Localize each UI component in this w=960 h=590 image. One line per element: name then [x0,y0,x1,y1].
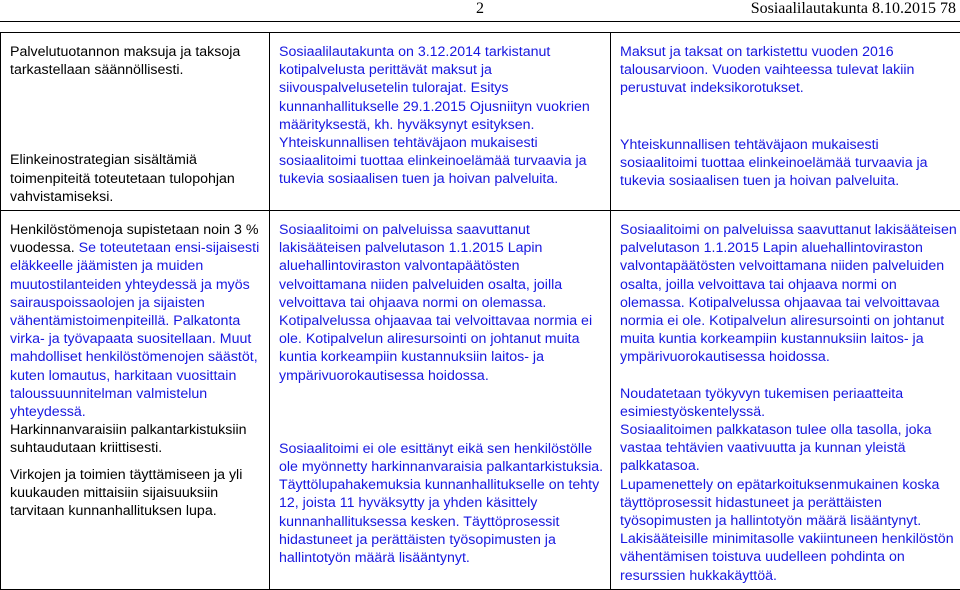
paragraph: Sosiaalitoimi ei ole esittänyt eikä sen henkilöstölle ole myönnetty harkinnanvaraisia palkantarkistuksia. [279,440,604,476]
table-cell-status [270,33,611,211]
budget-table [0,32,960,590]
paragraph-lead: Henkilöstömenoja supistetaan noin 3 % vuodessa. [10,222,258,256]
paragraph: Sosiaalitoimi on palveluissa saavuttanut lakisääteisen palvelutason 1.1.2015 Lapin aluehallintoviraston valvontapäätösten velvoittamana niiden palveluiden osalta, joilla velvoittava tai ohjaava normi on olemassa. Kotipalvelussa ohjaavaa tai velvoittavaa normia ei ole. Kotipalvelun aliresursointi on johtanut muita kuntia korkeampiin kustannuksiin laitos- ja ympärivuorokautisessa hoidossa. [279,221,604,385]
paragraph: Yhteiskunnallisen tehtäväjaon mukaisesti sosiaalitoimi tuottaa elinkeinoelämää turvaavia ja tukevia sosiaalisen tuen ja hoivan palveluita. [620,136,957,191]
page-header [0,0,960,22]
paragraph: Sosiaalitoimi on palveluissa saavuttanut lakisääteisen palvelutason 1.1.2015 Lapin aluehallintoviraston valvontapäätösten velvoittamana niiden palveluiden osalta, joilla velvoittava tai ohjaava normi on olemassa. Kotipalvelussa ohjaavaa tai velvoittavaa normia ei ole. Kotipalvelun aliresursointi on johtanut muita kuntia korkeampiin kustannuksiin laitos- ja ympärivuorokautisessa hoidossa. [620,221,957,367]
table-cell-goal [1,33,270,211]
paragraph-highlight: Se toteutetaan ensi-sijaisesti eläkkeelle jäämisten ja muiden muutostilanteiden yhteydessä ja myös sairauspoissaolojen ja sijaisten vähentämistoimenpiteillä. Palkatonta virka- ja työvapaata suositellaan. Muut mahdolliset henkilöstömenojen säästöt, kuten lomautus, harkitaan vuosittain taloussuunnitelman valmistelun yhteydessä. [10,240,259,420]
paragraph: Sosiaalitoimen palkkatason tulee olla tasolla, joka vastaa tehtävien vaativuutta ja kunnan yleistä palkkatasoa. [620,421,957,476]
paragraph [10,221,263,421]
table-cell-status [270,211,611,590]
paragraph: Yhteiskunnallisen tehtäväjaon mukaisesti sosiaalitoimi tuottaa elinkeinoelämää turvaavia ja tukevia sosiaalisen tuen ja hoivan palveluita. [279,134,604,189]
paragraph: Harkinnanvaraisiin palkantarkistuksiin suhtaudutaan kriittisesti. [10,421,263,457]
header-rule [0,21,960,22]
page-number: 2 [476,0,484,18]
paragraph: Maksut ja taksat on tarkistettu vuoden 2016 talousarvioon. Vuoden vaihteessa tulevat lakiin perustuvat indeksikorotukset. [620,43,957,98]
table-row [1,211,960,590]
table-cell-assessment [611,211,960,590]
paragraph: Noudatetaan työkyvyn tukemisen periaatteita esimiestyöskentelyssä. [620,385,957,421]
paragraph: Virkojen ja toimien täyttämiseen ja yli kuukauden mittaisiin sijaisuuksiin tarvitaan kunnanhallituksen lupa. [10,466,263,521]
paragraph: Lupamenettely on epätarkoituksenmukainen koska täyttöprosessit hidastuneet ja perättäisten työsopimusten ja hallintotyön määrä lisääntynyt. Lakisääteisille minimitasolle vakiintuneen henkilöstön vähentämisen toistuva uudelleen pohdinta on resurssien hukkakäyttöä. [620,476,957,585]
table-cell-assessment [611,33,960,211]
table-row [1,33,960,211]
paragraph: Elinkeinostrategian sisältämiä toimenpiteitä toteutetaan tulopohjan vahvistamiseksi. [10,151,263,206]
paragraph: Sosiaalilautakunta on 3.12.2014 tarkistanut kotipalvelusta perittävät maksut ja siivouspalvelusetelin tulorajat. Esitys kunnanhallitukselle 29.1.2015 Ojusniityn vuokrien määrityksestä, kh. hyväksynyt esityksen. [279,43,604,134]
header-title: Sosiaalilautakunta 8.10.2015 78 [751,0,956,18]
paragraph: Täyttölupahakemuksia kunnanhallitukselle on tehty 12, joista 11 hyväksytty ja yhden käsittely kunnanhallituksessa kesken. Täyttöprosessit hidastuneet ja perättäisten työsopimusten ja hallintotyön määrä lisääntynyt. [279,476,604,567]
paragraph: Palvelutuotannon maksuja ja taksoja tarkastellaan säännöllisesti. [10,43,263,79]
table-cell-goal [1,211,270,590]
